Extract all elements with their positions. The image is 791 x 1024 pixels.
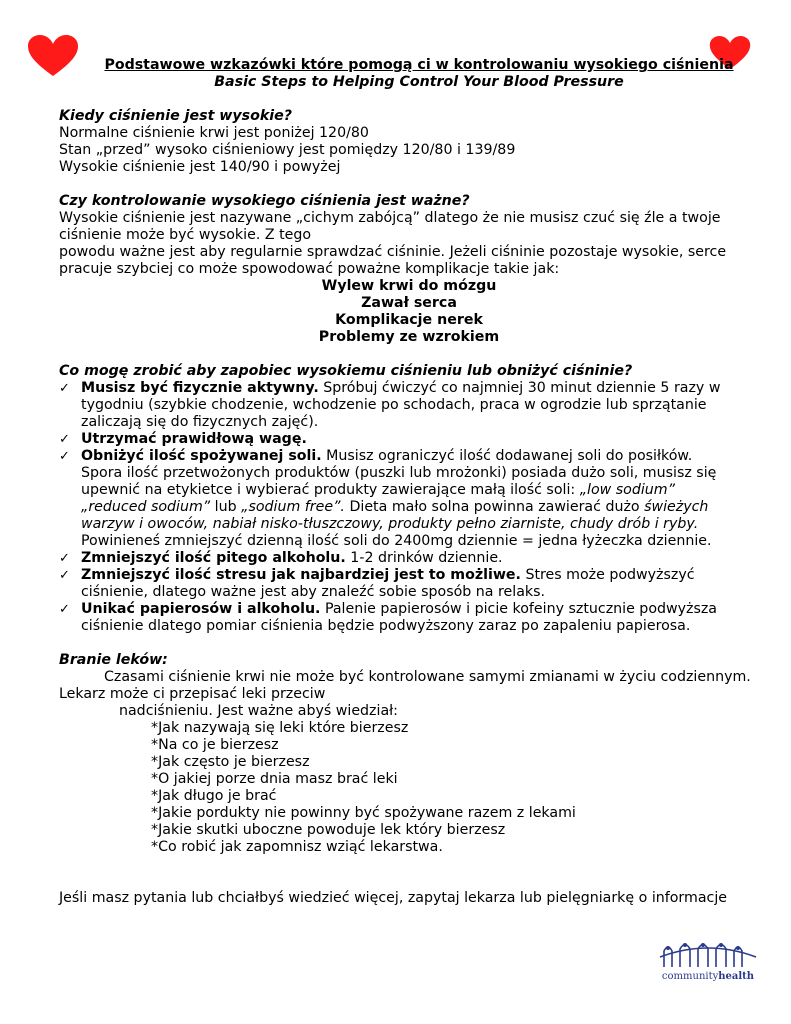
advice-text: Musisz ograniczyć ilość dodawanej soli do posiłków. xyxy=(321,448,693,464)
section2-line: powodu ważne jest aby regularnie sprawdzać ciśninie. Jeżeli ciśninie pozostaje wysokie, serce xyxy=(59,244,727,260)
advice-text: 1-2 drinków dziennie. xyxy=(345,550,503,566)
section1-line: Normalne ciśnienie krwi jest poniżej 120/80 xyxy=(59,125,369,141)
advice-text: Stres może podwyższyć xyxy=(520,567,695,583)
checkmark-icon: ✓ xyxy=(59,602,70,617)
checkmark-icon: ✓ xyxy=(59,449,70,464)
advice-title: Zmniejszyć ilość stresu jak najbardziej jest to możliwe. xyxy=(81,567,521,583)
advice-text: „low sodium” xyxy=(579,482,675,498)
logo-text-community: community xyxy=(661,971,719,982)
advice-item-alcohol xyxy=(59,550,759,567)
advice-text: świeżych xyxy=(644,499,709,515)
checkmark-icon: ✓ xyxy=(59,381,70,396)
complication-item: Zawał serca xyxy=(361,295,457,311)
checkmark-icon: ✓ xyxy=(59,568,70,583)
complication-item: Wylew krwi do mózgu xyxy=(321,278,497,294)
advice-title: Zmniejszyć ilość pitego alkoholu. xyxy=(81,550,346,566)
medication-item: *Jak długo je brać xyxy=(151,788,277,804)
document-body xyxy=(59,57,759,907)
section3-heading: Co mogę zrobić aby zapobiec wysokiemu ciśnieniu lub obniżyć ciśninie? xyxy=(59,363,633,379)
medication-item: *Na co je bierzesz xyxy=(151,737,279,753)
advice-item-stress xyxy=(59,567,759,601)
advice-text: Dieta mało solna powinna zawierać dużo xyxy=(344,499,645,515)
community-health-logo xyxy=(658,937,758,981)
medication-item: *Jak często je bierzesz xyxy=(151,754,310,770)
advice-list xyxy=(59,380,759,635)
section1-line: Stan „przed” wysoko ciśnieniowy jest pomiędzy 120/80 i 139/89 xyxy=(59,142,516,158)
section4-line: Czasami ciśnienie krwi nie może być kontrolowane samymi zmianami w życiu codziennym. xyxy=(104,669,751,685)
complication-item: Komplikacje nerek xyxy=(335,312,483,328)
title-english: Basic Steps to Helping Control Your Blood Pressure xyxy=(214,74,624,90)
advice-title: Musisz być fizycznie aktywny. xyxy=(81,380,319,396)
section2-heading: Czy kontrolowanie wysokiego ciśnienia jest ważne? xyxy=(59,193,470,209)
advice-item-salt xyxy=(59,448,759,550)
section4-line: Lekarz może ci przepisać leki przeciw xyxy=(59,686,326,702)
advice-text: Palenie papierosów i picie kofeiny sztucznie podwyższa xyxy=(320,601,717,617)
logo-wordmark xyxy=(658,968,758,985)
advice-text: Spora ilość przetwożonych produktów (puszki lub mrożonki) posiada dużo soli, musisz się xyxy=(81,465,717,481)
logo-figures-icon xyxy=(658,937,758,969)
medication-item: *Co robić jak zapomnisz wziąć lekarstwa. xyxy=(151,839,443,855)
advice-text: ciśnienie, dlatego ważne jest aby znaleźć sobie sposób na relaks. xyxy=(81,584,546,600)
advice-text: upewnić na etykietce i wybierać produkty zawierające małą ilość soli: xyxy=(81,482,580,498)
medication-item: *O jakiej porze dnia masz brać leki xyxy=(151,771,398,787)
advice-item-weight xyxy=(59,431,759,448)
advice-item-activity xyxy=(59,380,759,431)
logo-text-health: health xyxy=(718,971,755,982)
title-polish: Podstawowe wzkazówki które pomogą ci w kontrolowaniu wysokiego ciśnienia xyxy=(104,57,734,73)
medication-item: *Jakie pordukty nie powinny być spożywane razem z lekami xyxy=(151,805,576,821)
section4-heading: Branie leków: xyxy=(59,652,168,668)
complication-item: Problemy ze wzrokiem xyxy=(318,329,500,345)
advice-item-smoking xyxy=(59,601,759,635)
advice-text: Spróbuj ćwiczyć co najmniej 30 minut dziennie 5 razy w xyxy=(318,380,721,396)
section4-line: nadciśnieniu. Jest ważne abyś wiedział: xyxy=(119,703,398,719)
section2-line: Wysokie ciśnienie jest nazywane „cichym zabójcą” dlatego że nie musisz czuć się źle a twoje xyxy=(59,210,721,226)
section2-line: pracuje szybciej co może spowodować poważne komplikacje takie jak: xyxy=(59,261,560,277)
advice-text: „reduced sodium” xyxy=(81,499,211,515)
advice-text: lub xyxy=(210,499,242,515)
checkmark-icon: ✓ xyxy=(59,432,70,447)
section1-line: Wysokie ciśnienie jest 140/90 i powyżej xyxy=(59,159,341,175)
advice-text: ciśnienie dlatego pomiar ciśnienia będzie podwyższony zaraz po zapaleniu papierosa. xyxy=(81,618,691,634)
advice-text: zaliczają się do fizycznych zajęć). xyxy=(81,414,319,430)
advice-text: warzyw i owoców, nabiał nisko-tłuszczowy, produkty pełno ziarniste, chudy drób i ryby. xyxy=(81,516,699,532)
section1-heading: Kiedy ciśnienie jest wysokie? xyxy=(59,108,292,124)
section2-line: ciśnienie może być wysokie. Z tego xyxy=(59,227,312,243)
advice-text: Powinieneś zmniejszyć dzienną ilość soli do 2400mg dziennie = jedna łyżeczka dziennie. xyxy=(81,533,712,549)
medication-item: *Jakie skutki uboczne powoduje lek który bierzesz xyxy=(151,822,506,838)
advice-title: Obniżyć ilość spożywanej soli. xyxy=(81,448,322,464)
medication-item: *Jak nazywają się leki które bierzesz xyxy=(151,720,409,736)
footer-text: Jeśli masz pytania lub chciałbyś wiedzieć więcej, zapytaj lekarza lub pielęgniarkę o informacje xyxy=(59,890,727,906)
advice-text: tygodniu (szybkie chodzenie, wchodzenie po schodach, praca w ogrodzie lub sprzątanie xyxy=(81,397,707,413)
advice-title: Unikać papierosów i alkoholu. xyxy=(81,601,321,617)
checkmark-icon: ✓ xyxy=(59,551,70,566)
advice-title: Utrzymać prawidłową wagę. xyxy=(81,431,307,447)
advice-text: „sodium free”. xyxy=(241,499,345,515)
